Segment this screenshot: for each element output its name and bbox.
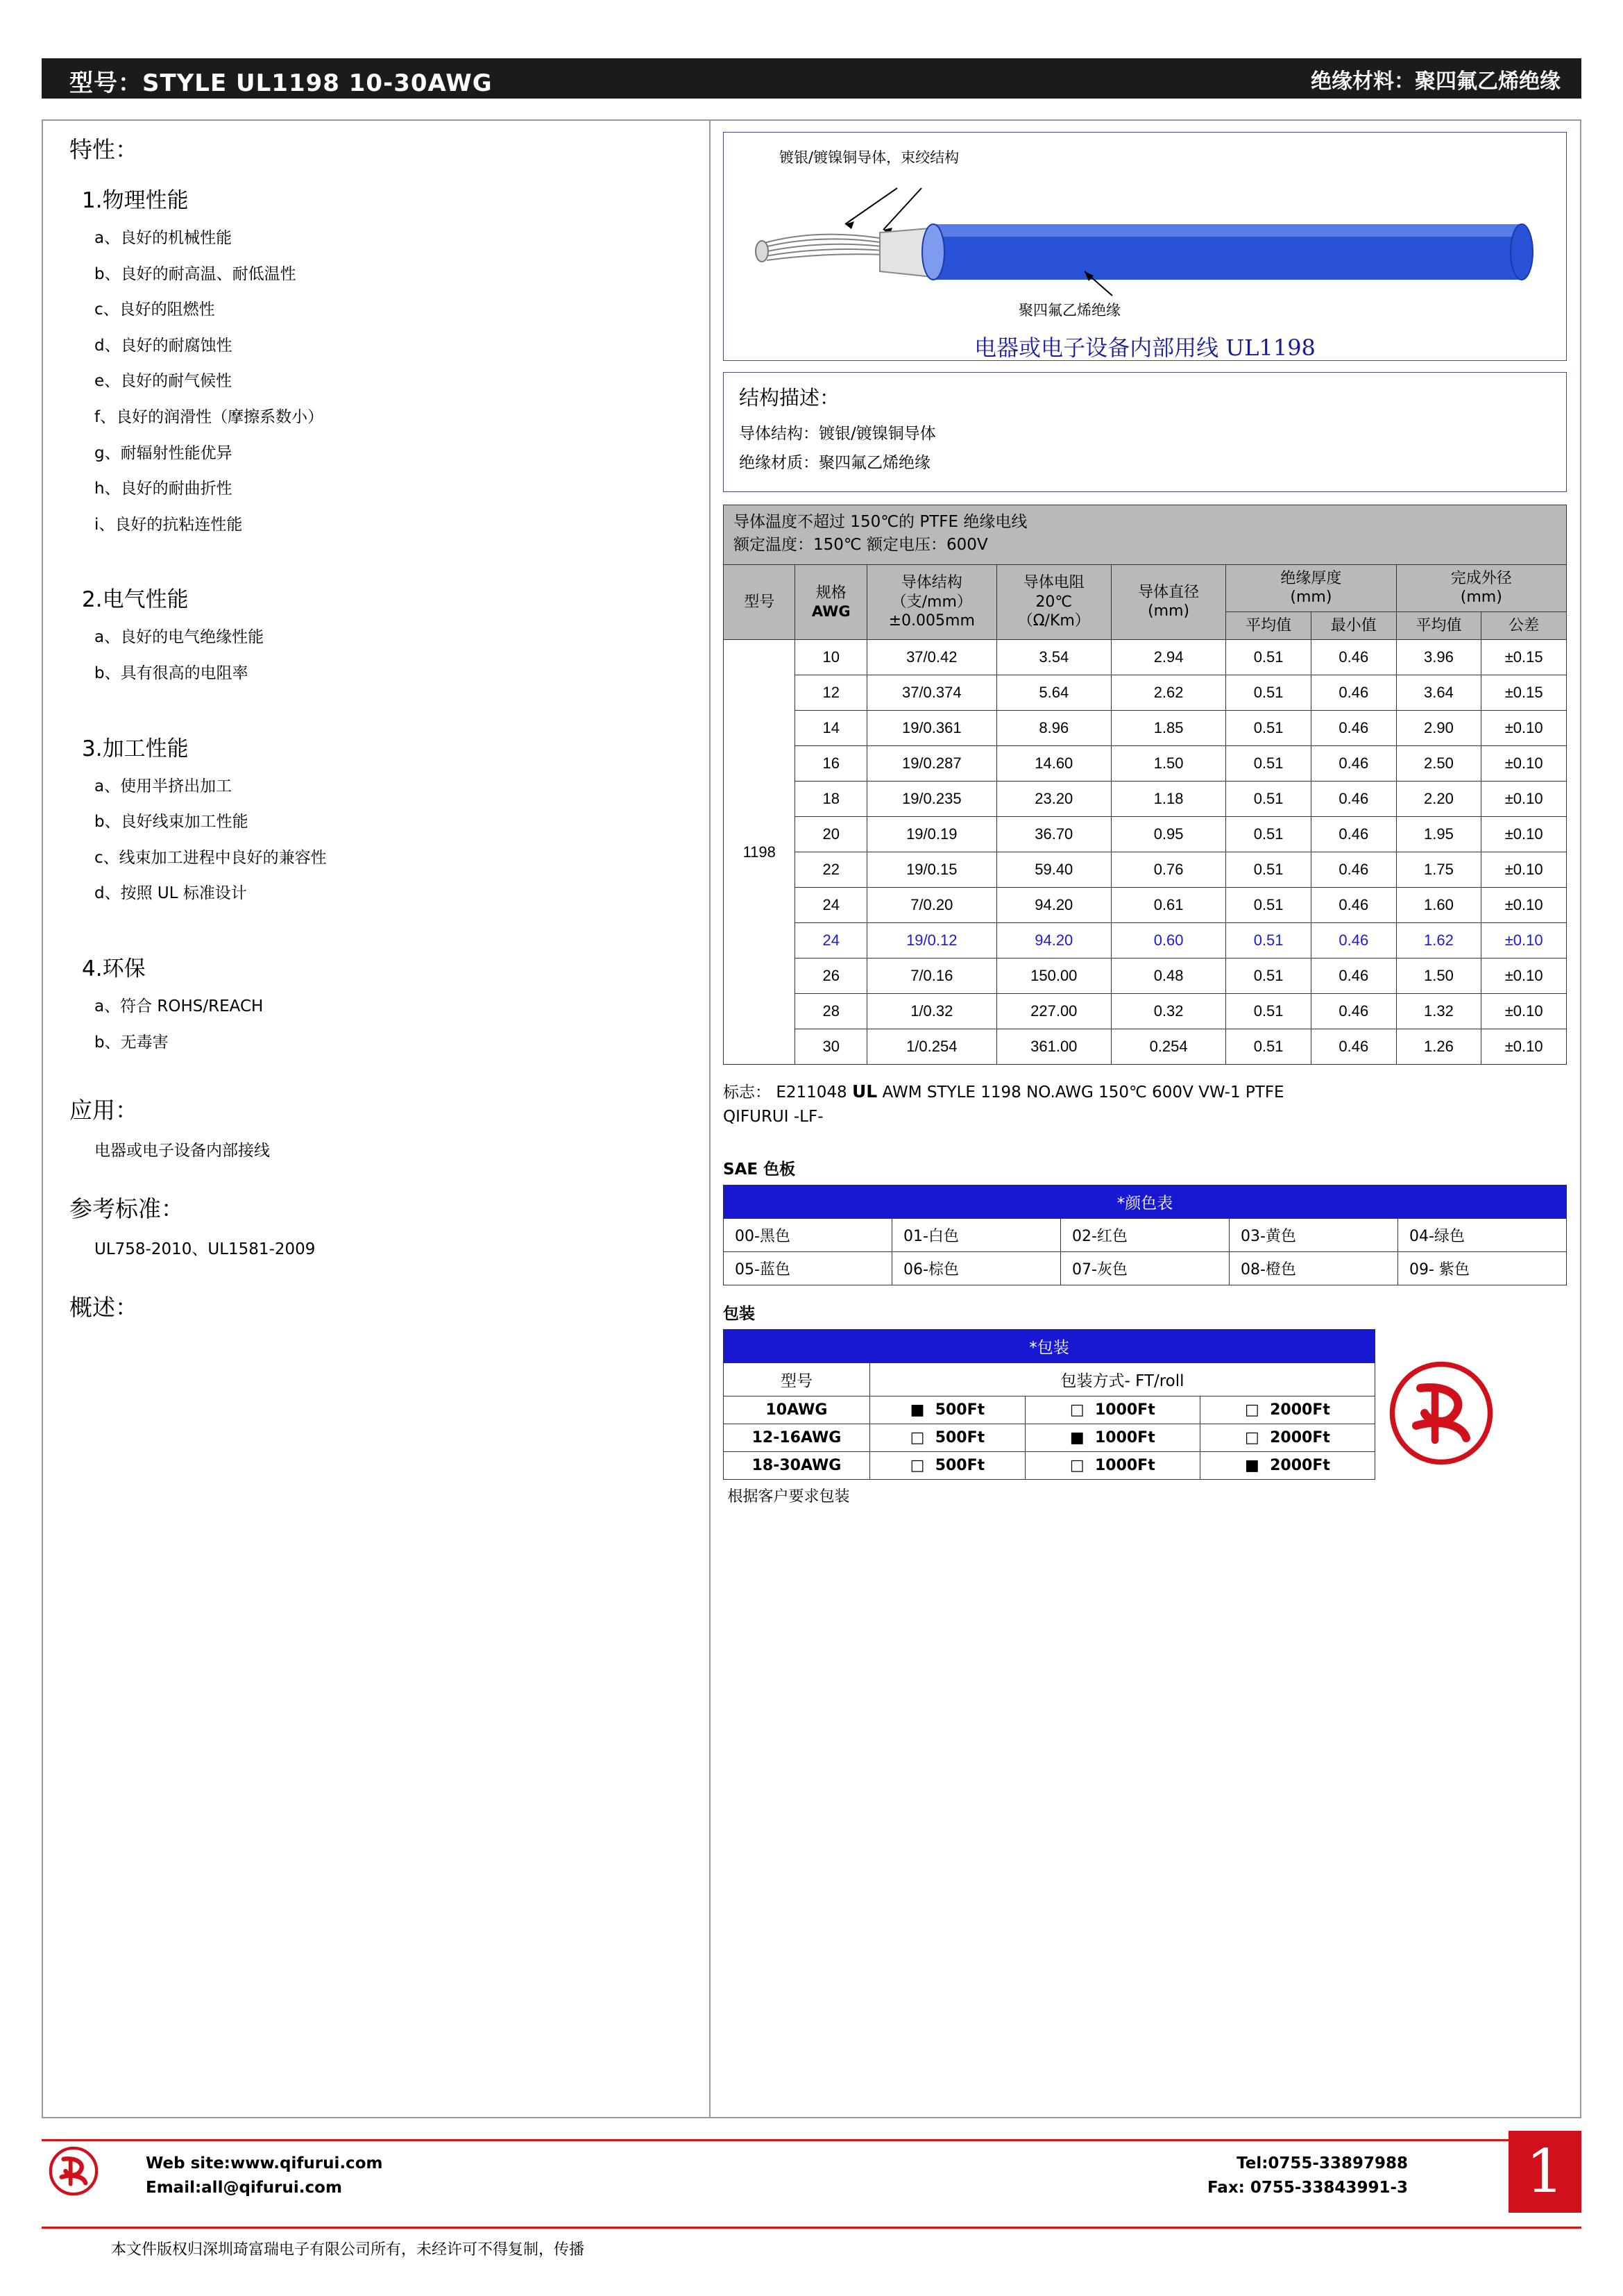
col-insulation-l1: 绝缘厚度 bbox=[1280, 569, 1342, 587]
cell-conductor: 19/0.287 bbox=[867, 746, 996, 782]
table-row bbox=[724, 994, 1567, 1029]
standard-title: 参考标准： bbox=[69, 1195, 184, 1223]
cell-resistance: 23.20 bbox=[996, 782, 1111, 817]
col-resistance-l2: 20℃ bbox=[1035, 593, 1073, 611]
cell-awg: 10 bbox=[795, 640, 867, 675]
cell-resistance: 59.40 bbox=[996, 852, 1111, 888]
list-item: a、良好的机械性能 bbox=[94, 229, 232, 247]
cell-outer-avg: 1.60 bbox=[1396, 888, 1481, 923]
footer-fax: Fax: 0755-33843991-3 bbox=[1207, 2178, 1408, 2197]
cell-tolerance: ±0.10 bbox=[1481, 817, 1567, 852]
color-cell: 02-红色 bbox=[1061, 1219, 1230, 1252]
col-size-unit: AWG bbox=[811, 603, 851, 621]
cell-outer-avg: 1.62 bbox=[1396, 923, 1481, 959]
marking-brand: QIFURUI -LF- bbox=[723, 1107, 824, 1126]
cell-outer-avg: 1.50 bbox=[1396, 959, 1481, 994]
list-item: a、使用半挤出加工 bbox=[94, 777, 232, 795]
cell-insulation-avg: 0.51 bbox=[1226, 711, 1311, 746]
cell-resistance: 227.00 bbox=[996, 994, 1111, 1029]
col-insulation-avg: 平均值 bbox=[1226, 611, 1311, 640]
list-item: d、良好的耐腐蚀性 bbox=[94, 336, 232, 355]
cell-insulation-min: 0.46 bbox=[1311, 640, 1396, 675]
checkbox-icon[interactable]: ■ bbox=[1244, 1457, 1259, 1475]
cell-diameter: 0.254 bbox=[1111, 1029, 1225, 1065]
header-model: 型号：STYLE UL1198 10-30AWG bbox=[69, 69, 493, 97]
packaging-option-label: 500Ft bbox=[935, 1401, 985, 1419]
cell-awg: 30 bbox=[795, 1029, 867, 1065]
packaging-label: 包装 bbox=[723, 1305, 755, 1324]
cell-model: 1198 bbox=[724, 640, 795, 1065]
packaging-model: 12-16AWG bbox=[724, 1424, 870, 1452]
cell-awg: 20 bbox=[795, 817, 867, 852]
cell-insulation-avg: 0.51 bbox=[1226, 746, 1311, 782]
cell-insulation-avg: 0.51 bbox=[1226, 675, 1311, 711]
packaging-option-label: 2000Ft bbox=[1270, 1429, 1330, 1447]
cell-diameter: 0.60 bbox=[1111, 923, 1225, 959]
page-footer bbox=[42, 2137, 1581, 2213]
table-row bbox=[724, 1029, 1567, 1065]
features-title: 特性： bbox=[69, 136, 138, 163]
cell-diameter: 1.18 bbox=[1111, 782, 1225, 817]
cell-diameter: 0.76 bbox=[1111, 852, 1225, 888]
list-item: b、良好线束加工性能 bbox=[94, 813, 248, 832]
cable-title: 电器或电子设备内部用线 UL1198 bbox=[974, 335, 1316, 361]
table-row bbox=[724, 852, 1567, 888]
overview-title: 概述： bbox=[69, 1294, 138, 1322]
footer-rule-bottom bbox=[42, 2227, 1581, 2229]
cell-awg: 18 bbox=[795, 782, 867, 817]
packaging-note: 根据客户要求包装 bbox=[727, 1488, 850, 1506]
packaging-option-label: 2000Ft bbox=[1270, 1457, 1330, 1475]
cell-outer-avg: 2.90 bbox=[1396, 711, 1481, 746]
col-outer-avg: 平均值 bbox=[1396, 611, 1481, 640]
col-outer-l1: 完成外径 bbox=[1450, 569, 1512, 587]
col-diameter-l1: 导体直径 bbox=[1138, 583, 1200, 601]
col-outer-tol: 公差 bbox=[1481, 611, 1567, 640]
cell-insulation-min: 0.46 bbox=[1311, 817, 1396, 852]
cell-conductor: 1/0.32 bbox=[867, 994, 996, 1029]
table-row bbox=[724, 640, 1567, 675]
color-cell: 07-灰色 bbox=[1061, 1252, 1230, 1285]
packaging-wrap bbox=[723, 1329, 1567, 1511]
cell-outer-avg: 1.95 bbox=[1396, 817, 1481, 852]
packaging-option[interactable] bbox=[1025, 1452, 1200, 1480]
col-size bbox=[795, 564, 867, 640]
cell-awg: 12 bbox=[795, 675, 867, 711]
cell-tolerance: ±0.10 bbox=[1481, 852, 1567, 888]
list-item: i、良好的抗粘连性能 bbox=[94, 515, 243, 534]
cell-insulation-avg: 0.51 bbox=[1226, 782, 1311, 817]
cell-conductor: 7/0.16 bbox=[867, 959, 996, 994]
footer-contact-left bbox=[146, 2152, 382, 2200]
cell-tolerance: ±0.15 bbox=[1481, 675, 1567, 711]
cell-insulation-avg: 0.51 bbox=[1226, 888, 1311, 923]
copyright-text: 本文件版权归深圳琦富瑞电子有限公司所有，未经许可不得复制，传播 bbox=[111, 2241, 585, 2259]
cell-awg: 14 bbox=[795, 711, 867, 746]
company-logo-icon bbox=[1389, 1361, 1493, 1465]
cell-awg: 24 bbox=[795, 923, 867, 959]
insulation-callout-label: 聚四氟乙烯绝缘 bbox=[1019, 302, 1121, 319]
cell-resistance: 3.54 bbox=[996, 640, 1111, 675]
cell-insulation-min: 0.46 bbox=[1311, 711, 1396, 746]
page-header bbox=[42, 58, 1581, 99]
cell-conductor: 1/0.254 bbox=[867, 1029, 996, 1065]
cell-outer-avg: 3.96 bbox=[1396, 640, 1481, 675]
spec-table-caption bbox=[723, 505, 1567, 564]
cell-insulation-avg: 0.51 bbox=[1226, 640, 1311, 675]
list-item: b、无毒害 bbox=[94, 1033, 169, 1052]
packaging-col-way: 包装方式- FT/roll bbox=[870, 1363, 1375, 1396]
table-row bbox=[724, 782, 1567, 817]
cell-tolerance: ±0.10 bbox=[1481, 782, 1567, 817]
cell-outer-avg: 1.32 bbox=[1396, 994, 1481, 1029]
cell-tolerance: ±0.10 bbox=[1481, 888, 1567, 923]
cell-conductor: 19/0.19 bbox=[867, 817, 996, 852]
packaging-table-title: *包装 bbox=[724, 1330, 1375, 1363]
color-cell: 04-绿色 bbox=[1398, 1219, 1567, 1252]
cell-insulation-avg: 0.51 bbox=[1226, 923, 1311, 959]
list-item: f、良好的润滑性（摩擦系数小） bbox=[94, 407, 324, 426]
cell-resistance: 361.00 bbox=[996, 1029, 1111, 1065]
table-row bbox=[724, 746, 1567, 782]
col-diameter bbox=[1111, 564, 1225, 640]
cell-tolerance: ±0.15 bbox=[1481, 640, 1567, 675]
cell-resistance: 5.64 bbox=[996, 675, 1111, 711]
cell-insulation-avg: 0.51 bbox=[1226, 817, 1311, 852]
table-row bbox=[724, 1252, 1567, 1285]
packaging-option-label: 1000Ft bbox=[1094, 1429, 1155, 1447]
table-row bbox=[724, 817, 1567, 852]
cell-outer-avg: 2.20 bbox=[1396, 782, 1481, 817]
page-number: 1 bbox=[1509, 2131, 1581, 2213]
cell-outer-avg: 2.50 bbox=[1396, 746, 1481, 782]
ul-logo-icon: UL bbox=[851, 1081, 878, 1102]
color-cell: 03-黄色 bbox=[1230, 1219, 1398, 1252]
cell-tolerance: ±0.10 bbox=[1481, 994, 1567, 1029]
cell-insulation-min: 0.46 bbox=[1311, 959, 1396, 994]
list-item: g、耐辐射性能优异 bbox=[94, 444, 232, 462]
packaging-model: 18-30AWG bbox=[724, 1452, 870, 1480]
packaging-option[interactable] bbox=[1200, 1396, 1375, 1424]
cell-awg: 26 bbox=[795, 959, 867, 994]
col-diameter-l2: (mm) bbox=[1148, 602, 1190, 621]
spec-table bbox=[723, 564, 1567, 1065]
cell-tolerance: ±0.10 bbox=[1481, 923, 1567, 959]
color-cell: 01-白色 bbox=[892, 1219, 1061, 1252]
cell-diameter: 0.95 bbox=[1111, 817, 1225, 852]
cell-diameter: 2.62 bbox=[1111, 675, 1225, 711]
list-item: c、线束加工进程中良好的兼容性 bbox=[94, 848, 327, 867]
application-title: 应用： bbox=[69, 1097, 138, 1124]
cell-resistance: 8.96 bbox=[996, 711, 1111, 746]
checkbox-icon[interactable]: □ bbox=[1069, 1401, 1085, 1419]
cell-conductor: 37/0.42 bbox=[867, 640, 996, 675]
header-material: 绝缘材料：聚四氟乙烯绝缘 bbox=[1311, 69, 1561, 94]
packaging-model: 10AWG bbox=[724, 1396, 870, 1424]
packaging-option[interactable] bbox=[1200, 1424, 1375, 1452]
cell-resistance: 150.00 bbox=[996, 959, 1111, 994]
packaging-col-model: 型号 bbox=[724, 1363, 870, 1396]
cell-awg: 28 bbox=[795, 994, 867, 1029]
cell-insulation-avg: 0.51 bbox=[1226, 959, 1311, 994]
color-cell: 06-棕色 bbox=[892, 1252, 1061, 1285]
cell-conductor: 7/0.20 bbox=[867, 888, 996, 923]
checkbox-icon[interactable]: □ bbox=[1069, 1457, 1085, 1475]
cell-tolerance: ±0.10 bbox=[1481, 1029, 1567, 1065]
color-table-title: *颜色表 bbox=[724, 1185, 1567, 1219]
section-electrical-title: 2.电气性能 bbox=[82, 587, 189, 613]
left-column bbox=[69, 132, 694, 1335]
cell-insulation-min: 0.46 bbox=[1311, 782, 1396, 817]
cell-conductor: 19/0.15 bbox=[867, 852, 996, 888]
cell-diameter: 1.85 bbox=[1111, 711, 1225, 746]
section-processing-title: 3.加工性能 bbox=[82, 736, 189, 761]
spec-caption-line2: 额定温度：150℃ 额定电压：600V bbox=[733, 536, 988, 555]
list-item: a、符合 ROHS/REACH bbox=[94, 997, 264, 1015]
section-physical-title: 1.物理性能 bbox=[82, 188, 189, 213]
packaging-option[interactable] bbox=[1200, 1452, 1375, 1480]
conductor-callout-label: 镀银/镀镍铜导体，束绞结构 bbox=[779, 149, 960, 166]
structure-insulation: 绝缘材质：聚四氟乙烯绝缘 bbox=[739, 454, 931, 472]
structure-conductor: 导体结构：镀银/镀镍铜导体 bbox=[739, 425, 936, 443]
footer-tel: Tel:0755-33897988 bbox=[1237, 2154, 1408, 2172]
col-model: 型号 bbox=[724, 564, 795, 640]
col-resistance-l1: 导体电阻 bbox=[1023, 574, 1085, 592]
packaging-option-label: 2000Ft bbox=[1270, 1401, 1330, 1419]
packaging-table bbox=[723, 1329, 1375, 1511]
color-cell: 09- 紫色 bbox=[1398, 1252, 1567, 1285]
list-item: c、良好的阻燃性 bbox=[94, 301, 215, 319]
cell-resistance: 14.60 bbox=[996, 746, 1111, 782]
packaging-option-label: 500Ft bbox=[935, 1457, 985, 1475]
cell-resistance: 36.70 bbox=[996, 817, 1111, 852]
packaging-option[interactable] bbox=[1025, 1424, 1200, 1452]
cell-insulation-min: 0.46 bbox=[1311, 746, 1396, 782]
table-row bbox=[724, 923, 1567, 959]
cell-outer-avg: 1.75 bbox=[1396, 852, 1481, 888]
col-outer bbox=[1396, 564, 1566, 611]
col-conductor-l3: ±0.005mm bbox=[888, 612, 975, 630]
footer-website[interactable]: Web site:www.qifurui.com bbox=[146, 2154, 383, 2172]
cell-diameter: 0.61 bbox=[1111, 888, 1225, 923]
list-item: e、良好的耐气候性 bbox=[94, 372, 232, 391]
cell-awg: 22 bbox=[795, 852, 867, 888]
table-row bbox=[724, 959, 1567, 994]
cell-insulation-min: 0.46 bbox=[1311, 888, 1396, 923]
sae-label: SAE 色板 bbox=[723, 1160, 796, 1179]
cell-diameter: 1.50 bbox=[1111, 746, 1225, 782]
spec-caption-line1: 导体温度不超过 150℃的 PTFE 绝缘电线 bbox=[733, 513, 1028, 531]
color-cell: 00-黑色 bbox=[724, 1219, 892, 1252]
cell-conductor: 19/0.12 bbox=[867, 923, 996, 959]
packaging-option[interactable] bbox=[870, 1424, 1026, 1452]
footer-rule-top bbox=[42, 2139, 1581, 2141]
checkbox-icon[interactable]: □ bbox=[1244, 1429, 1259, 1447]
structure-box bbox=[723, 372, 1567, 492]
cell-insulation-min: 0.46 bbox=[1311, 675, 1396, 711]
list-item: a、良好的电气绝缘性能 bbox=[94, 628, 264, 647]
cell-diameter: 0.48 bbox=[1111, 959, 1225, 994]
list-item: b、具有很高的电阻率 bbox=[94, 664, 248, 682]
cell-insulation-avg: 0.51 bbox=[1226, 1029, 1311, 1065]
column-divider bbox=[709, 119, 711, 2118]
marking-note bbox=[723, 1079, 1567, 1129]
checkbox-icon[interactable]: ■ bbox=[910, 1401, 925, 1419]
cell-tolerance: ±0.10 bbox=[1481, 711, 1567, 746]
col-conductor bbox=[867, 564, 996, 640]
checkbox-icon[interactable]: ■ bbox=[1069, 1429, 1085, 1447]
checkbox-icon[interactable]: □ bbox=[910, 1457, 925, 1475]
structure-title: 结构描述： bbox=[739, 386, 840, 410]
marking-file-no: E211048 bbox=[776, 1083, 847, 1102]
col-insulation-l2: (mm) bbox=[1290, 589, 1332, 607]
cell-awg: 16 bbox=[795, 746, 867, 782]
cable-illustration-box bbox=[723, 132, 1567, 361]
table-row bbox=[724, 711, 1567, 746]
packaging-option[interactable] bbox=[1025, 1396, 1200, 1424]
cell-outer-avg: 3.64 bbox=[1396, 675, 1481, 711]
cell-insulation-min: 0.46 bbox=[1311, 1029, 1396, 1065]
cell-tolerance: ±0.10 bbox=[1481, 746, 1567, 782]
col-conductor-l2: （支/mm） bbox=[891, 593, 972, 611]
table-row bbox=[724, 1452, 1375, 1480]
cell-resistance: 94.20 bbox=[996, 888, 1111, 923]
packaging-option[interactable] bbox=[870, 1452, 1026, 1480]
cell-awg: 24 bbox=[795, 888, 867, 923]
table-row bbox=[724, 1219, 1567, 1252]
checkbox-icon[interactable]: □ bbox=[1244, 1401, 1259, 1419]
table-row bbox=[724, 675, 1567, 711]
cell-conductor: 19/0.235 bbox=[867, 782, 996, 817]
col-outer-l2: (mm) bbox=[1460, 589, 1502, 607]
color-cell: 05-蓝色 bbox=[724, 1252, 892, 1285]
col-resistance-l3: （Ω/Km） bbox=[1017, 612, 1090, 630]
cell-insulation-min: 0.46 bbox=[1311, 994, 1396, 1029]
cell-conductor: 37/0.374 bbox=[867, 675, 996, 711]
cell-conductor: 19/0.361 bbox=[867, 711, 996, 746]
packaging-option-label: 500Ft bbox=[935, 1429, 985, 1447]
col-conductor-l1: 导体结构 bbox=[901, 574, 962, 592]
checkbox-icon[interactable]: □ bbox=[910, 1429, 925, 1447]
list-item: b、良好的耐高温、耐低温性 bbox=[94, 264, 296, 283]
standard-text: UL758-2010、UL1581-2009 bbox=[94, 1240, 316, 1259]
cell-diameter: 0.32 bbox=[1111, 994, 1225, 1029]
table-row bbox=[724, 1424, 1375, 1452]
packaging-option-label: 1000Ft bbox=[1094, 1401, 1155, 1419]
cell-insulation-avg: 0.51 bbox=[1226, 994, 1311, 1029]
col-size-label: 规格 bbox=[815, 584, 847, 602]
color-cell: 08-橙色 bbox=[1230, 1252, 1398, 1285]
cell-insulation-avg: 0.51 bbox=[1226, 852, 1311, 888]
marking-prefix: 标志： bbox=[723, 1083, 771, 1102]
cell-insulation-min: 0.46 bbox=[1311, 852, 1396, 888]
application-text: 电器或电子设备内部接线 bbox=[94, 1142, 270, 1160]
footer-contact-right bbox=[1207, 2152, 1408, 2200]
col-insulation-min: 最小值 bbox=[1311, 611, 1396, 640]
cell-resistance: 94.20 bbox=[996, 923, 1111, 959]
list-item: h、良好的耐曲折性 bbox=[94, 480, 232, 498]
right-column bbox=[723, 132, 1567, 1511]
color-table bbox=[723, 1185, 1567, 1285]
cable-diagram-icon bbox=[724, 160, 1566, 320]
col-insulation bbox=[1226, 564, 1396, 611]
footer-email[interactable]: Email:all@qifurui.com bbox=[146, 2178, 342, 2197]
packaging-option[interactable] bbox=[870, 1396, 1026, 1424]
table-row bbox=[724, 1396, 1375, 1424]
section-environment-title: 4.环保 bbox=[82, 956, 146, 981]
cell-outer-avg: 1.26 bbox=[1396, 1029, 1481, 1065]
cell-tolerance: ±0.10 bbox=[1481, 959, 1567, 994]
col-resistance bbox=[996, 564, 1111, 640]
table-row bbox=[724, 888, 1567, 923]
marking-body: AWM STYLE 1198 NO.AWG 150℃ 600V VW-1 PTFE bbox=[882, 1083, 1284, 1102]
cell-insulation-min: 0.46 bbox=[1311, 923, 1396, 959]
packaging-option-label: 1000Ft bbox=[1094, 1457, 1155, 1475]
list-item: d、按照 UL 标准设计 bbox=[94, 884, 247, 903]
cell-diameter: 2.94 bbox=[1111, 640, 1225, 675]
